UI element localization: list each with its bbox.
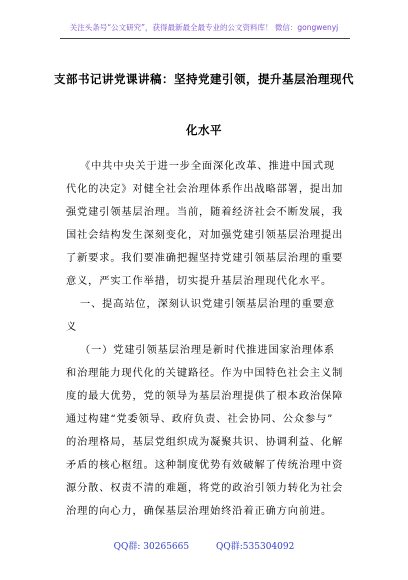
body-line: （一）党建引领基层治理是新时代推进国家治理体系: [80, 345, 336, 356]
body-line: 代化的决定》对健全社会治理体系作出战略部署，提出加: [66, 184, 344, 195]
footer-qq-group-1: QQ群: 30265665: [113, 542, 190, 552]
section-heading: 一、提高站位，深刻认识党建引领基层治理的重要意: [80, 299, 336, 310]
header-banner: 关注头条号“公文研究”，获得最新最全最专业的公文资料库！ 微信：gongwenyj: [69, 23, 339, 32]
body-line: 了新要求。我们要准确把握坚持党建引领基层治理的重要: [66, 253, 344, 264]
body-line: 意义，严实工作举措，切实提升基层治理现代化水平。: [66, 276, 333, 287]
body-line: 《中共中央关于进一步全面深化改革、推进中国式现: [80, 161, 336, 172]
body-line: 强党建引领基层治理。当前，随着经济社会不断发展，我: [66, 207, 344, 218]
header-divider: [60, 38, 350, 39]
body-line: 和治理能力现代化的关键路径。作为中国特色社会主义制: [66, 368, 344, 379]
body-line: 源分散、权责不清的难题，将党的政治引领力转化为社会: [66, 483, 344, 494]
body-line: 治理的向心力，确保基层治理始终沿着正确方向前进。: [66, 506, 333, 517]
body-line: 的治理格局，基层党组织成为凝聚共识、协调利益、化解: [66, 437, 344, 448]
body-line: 国社会结构发生深刻变化，对加强党建引领基层治理提出: [66, 230, 344, 241]
footer: [0, 539, 408, 552]
body-line: 通过构建“党委领导、政府负责、社会协同、公众参与”: [66, 414, 334, 425]
body-line: 矛盾的核心枢纽。这种制度优势有效破解了传统治理中资: [66, 460, 344, 471]
footer-qq-group-2: QQ群:535304092: [216, 542, 295, 552]
document-title-line-2: 化水平: [186, 123, 222, 137]
body-line: 度的最大优势，党的领导为基层治理提供了根本政治保障: [66, 391, 344, 402]
document-title-line-1: 支部书记讲党课讲稿：坚持党建引领，提升基层治理现代: [54, 72, 354, 86]
section-heading-cont: 义: [66, 322, 78, 333]
